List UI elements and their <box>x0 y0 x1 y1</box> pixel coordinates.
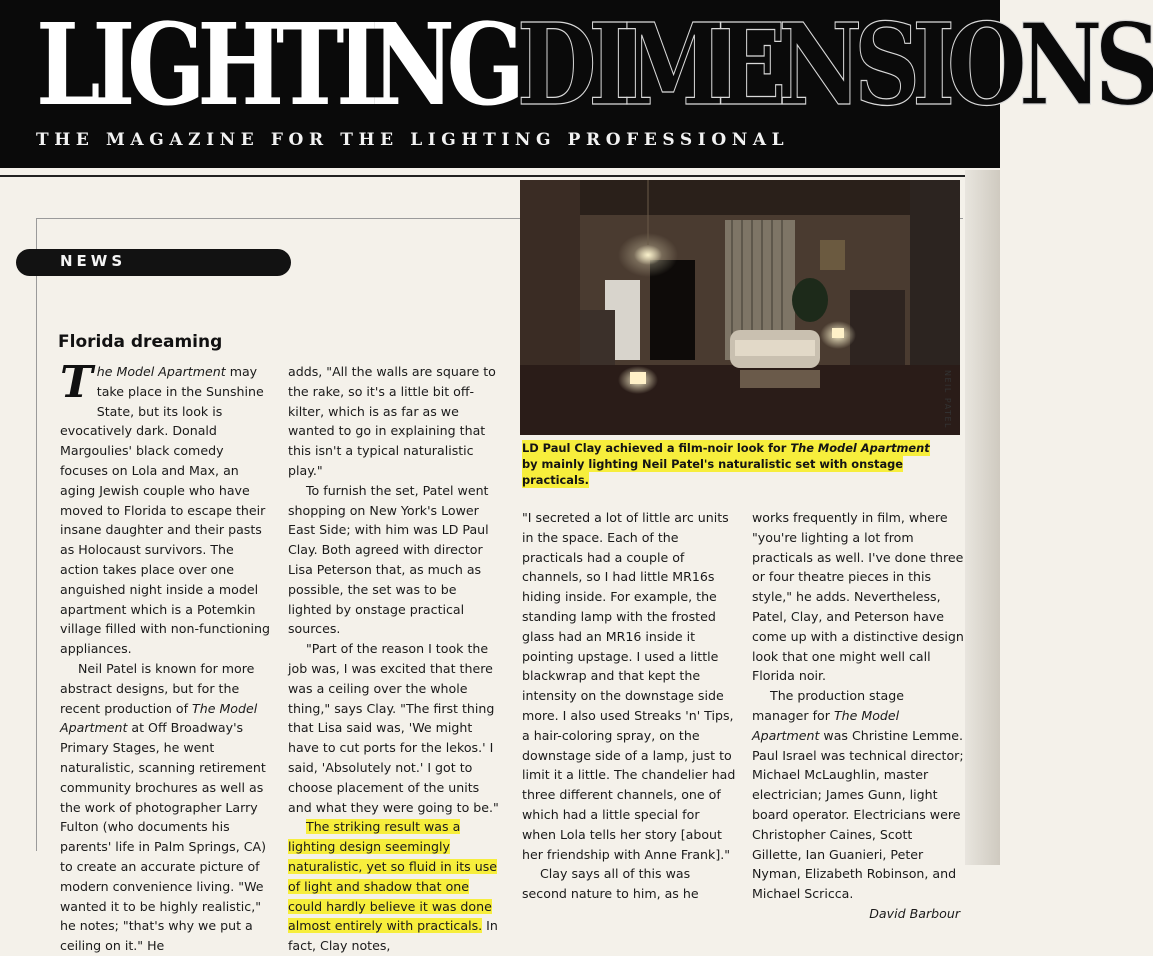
magazine-title <box>36 0 1153 131</box>
dropcap: T <box>60 357 93 408</box>
stage-set-illustration <box>520 180 960 435</box>
paragraph-8: Clay says all of this was second nature to him, as he <box>522 866 699 902</box>
paragraph-9: works frequently in film, where "you're lighting a lot from practicals as well. I've done three or four theatre pieces in this style," he adds. Nevertheless, Patel, Clay, and Peterson have come up with a distinctive design look that one might well call Florida noir. <box>752 510 964 684</box>
paragraph-4: To furnish the set, Patel went shopping on New York's Lower East Side; with him was LD Paul Clay. Both agreed with director Lisa Peterson that, as much as possible, the set was to be lighted by onstage practical sources. <box>288 482 489 637</box>
masthead <box>0 0 1153 168</box>
article-column-4 <box>752 508 964 924</box>
paragraph-6-text: In fact, Clay notes, <box>288 918 498 954</box>
title-lighting: LIGHTING <box>36 0 517 131</box>
caption-part-2: by mainly lighting Neil Patel's naturalistic set with onstage practicals. <box>522 457 904 487</box>
article-column-2 <box>288 362 502 956</box>
masthead-rule <box>0 175 1000 177</box>
article-photo <box>520 180 960 435</box>
paragraph-7: "I secreted a lot of little arc units in the space. Each of the practicals had a couple of channels, so I had little MR16s hiding inside. For example, the standing lamp with the frosted glass had an MR16 inside it pointing upstage. I used a little blackwrap and that kept the intensity on the downstage side more. I also used Streaks 'n' Tips, a hair-coloring spray, on the downstage side of a lamp, just to limit it a little. The chandelier had three different channels, one of which had a little special for when Lola tells her story [about her friendship with Anne Frank]." <box>522 510 736 862</box>
paragraph-1-text: may take place in the Sunshine State, but its look is evocatively dark. Donald Margoulies' black comedy focuses on Lola and Max, an aging Jewish couple who have moved to Florida to escape their insane daughter and their pasts as Holocaust survivors. The action takes place over one anguished night inside a model apartment which is a Potemkin village filled with non-functioning appliances. <box>60 364 270 657</box>
paragraph-10-text-a: The production stage manager for <box>752 688 905 723</box>
paragraph-1 <box>60 357 274 659</box>
title-dimensions: DIMENSIONS <box>516 0 1153 131</box>
article-headline: Florida dreaming <box>58 332 223 352</box>
caption-title-italic: The Model Apartment <box>790 441 930 455</box>
caption-part-1: LD Paul Clay achieved a film-noir look for <box>522 441 791 455</box>
play-title: he Model Apartment <box>96 364 226 379</box>
paragraph-2 <box>60 659 274 956</box>
play-title: The Model Apartment <box>60 700 258 736</box>
photo-credit: NEIL PATEL <box>943 370 952 429</box>
paragraph-2-text-b: at Off Broadway's Primary Stages, he went naturalistic, scanning retirement community brochures as well as the work of photographer Larry Fulton (who documents his parents' life in Palm Springs, CA) to create an accurate picture of modern convenience living. "We wanted it to be highly realistic," he notes; "that's why we put a ceiling on it." He <box>60 720 267 954</box>
play-title: The Model Apartment <box>752 707 900 743</box>
article-column-1 <box>60 357 274 956</box>
paragraph-2-text-a: Neil Patel is known for more abstract designs, but for the recent production of <box>60 660 255 716</box>
paragraph-10-text-b: was Christine Lemme. Paul Israel was technical director; Michael McLaughlin, master electrician; James Gunn, light board operator. Electricians were Christopher Caines, Scott Gillette, Ian Guanieri, Peter Nyman, Elizabeth Robinson, and Michael Scricca. <box>752 727 964 902</box>
article-column-3 <box>522 508 736 904</box>
paragraph-6 <box>288 817 502 956</box>
magazine-tagline: THE MAGAZINE FOR THE LIGHTING PROFESSIONAL <box>36 130 790 150</box>
page-edge-shadow <box>965 170 1000 865</box>
section-label: NEWS <box>60 252 127 270</box>
highlighted-text: The striking result was a lighting design seemingly naturalistic, yet so fluid in its use of light and shadow that one could hardly believe it was done almost entirely with practicals. <box>288 819 498 934</box>
paragraph-3: adds, "All the walls are square to the rake, so it's a little bit off-kilter, which is as far as we wanted to go in explaining that this isn't a typical naturalistic play." <box>288 364 496 478</box>
paragraph-10 <box>752 686 964 904</box>
section-banner <box>16 249 291 276</box>
paragraph-5: "Part of the reason I took the job was, I was excited that there was a ceiling over the whole thing," says Clay. "The first thing that Lisa said was, 'We might have to cut ports for the lekos.' I said, 'Absolutely not.' I got to choose placement of the units and what they were going to be." <box>288 641 499 815</box>
caption-title <box>790 440 929 456</box>
photo-caption <box>522 440 938 488</box>
byline: David Barbour <box>869 905 960 921</box>
